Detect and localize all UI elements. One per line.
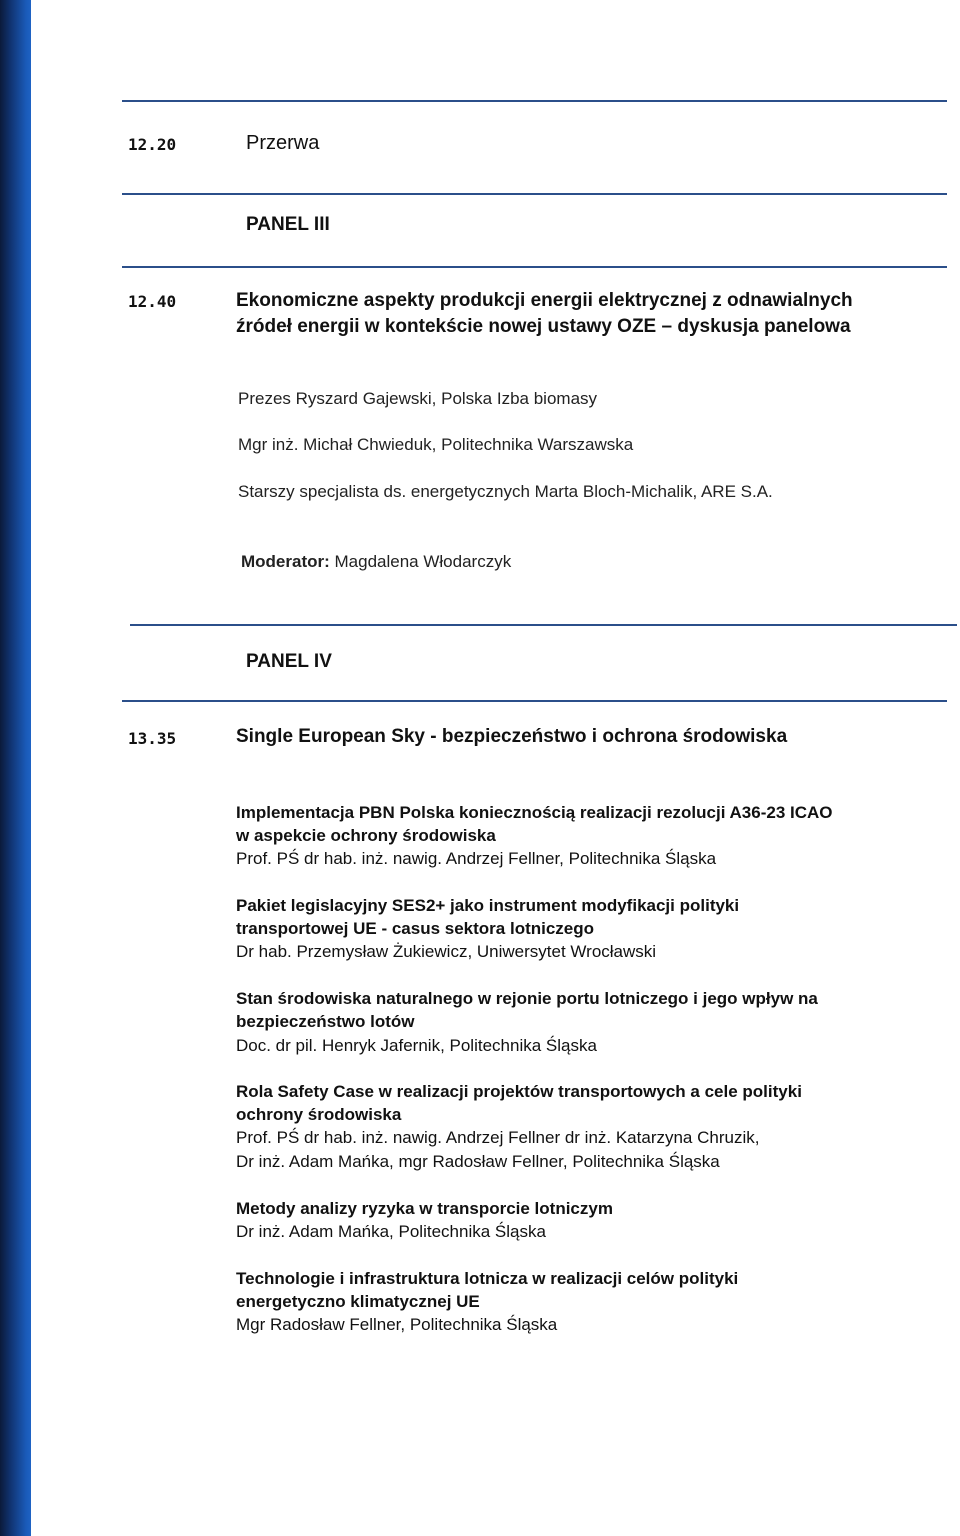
talk-authors: Dr inż. Adam Mańka, Politechnika Śląska [236,1222,546,1241]
moderator-name: Magdalena Włodarczyk [334,552,512,571]
panel3-time: 12.40 [128,292,177,311]
talk-authors: Mgr Radosław Fellner, Politechnika Śląska [236,1315,558,1334]
talk-title: w aspekcie ochrony środowiska [236,826,496,845]
panel4-time: 13.35 [128,729,177,748]
panel3-participant: Starszy specjalista ds. energetycznych Marta Bloch-Michalik, ARE S.A. [238,482,773,501]
sidebar-stripe [0,0,31,1536]
talk-title: Rola Safety Case w realizacji projektów transportowych a cele polityki [236,1082,802,1101]
talk-authors: Dr inż. Adam Mańka, mgr Radosław Fellner, Politechnika Śląska [236,1152,720,1171]
panel3-participant: Mgr inż. Michał Chwieduk, Politechnika Warszawska [238,435,634,454]
talk-authors: Prof. PŚ dr hab. inż. nawig. Andrzej Fellner, Politechnika Śląska [236,849,717,868]
talk-title: transportowej UE - casus sektora lotniczego [236,919,595,938]
talk-authors: Doc. dr pil. Henryk Jafernik, Politechnika Śląska [236,1036,597,1055]
panel3-heading: PANEL III [246,214,330,235]
talk-title: Pakiet legislacyjny SES2+ jako instrument modyfikacji polityki [236,896,740,915]
divider-1 [122,100,947,102]
divider-3 [122,266,947,268]
panel4-title: Single European Sky - bezpieczeństwo i ochrona środowiska [236,726,788,747]
break-label: Przerwa [246,132,320,154]
talk-authors: Dr hab. Przemysław Żukiewicz, Uniwersytet Wrocławski [236,942,657,961]
divider-5 [122,700,947,702]
talk-title: bezpieczeństwo lotów [236,1012,415,1031]
panel3-title-line2: źródeł energii w kontekście nowej ustawy OZE – dyskusja panelowa [236,316,851,337]
moderator-label: Moderator: [241,552,330,571]
panel4-heading: PANEL IV [246,651,332,672]
divider-4 [130,624,957,626]
talk-title: Metody analizy ryzyka w transporcie lotniczym [236,1199,613,1218]
talk-title: Technologie i infrastruktura lotnicza w realizacji celów polityki [236,1269,739,1288]
talk-authors: Prof. PŚ dr hab. inż. nawig. Andrzej Fellner dr inż. Katarzyna Chruzik, [236,1128,760,1147]
panel3-participant: Prezes Ryszard Gajewski, Polska Izba biomasy [238,389,598,408]
break-time: 12.20 [128,135,177,154]
panel3-moderator [241,551,511,573]
divider-2 [122,193,947,195]
panel3-title-line1: Ekonomiczne aspekty produkcji energii elektrycznej z odnawialnych [236,290,853,311]
talk-title: ochrony środowiska [236,1105,402,1124]
talk-title: Implementacja PBN Polska koniecznością realizacji rezolucji A36-23 ICAO [236,803,833,822]
talk-title: Stan środowiska naturalnego w rejonie portu lotniczego i jego wpływ na [236,989,818,1008]
talk-title: energetyczno klimatycznej UE [236,1292,480,1311]
